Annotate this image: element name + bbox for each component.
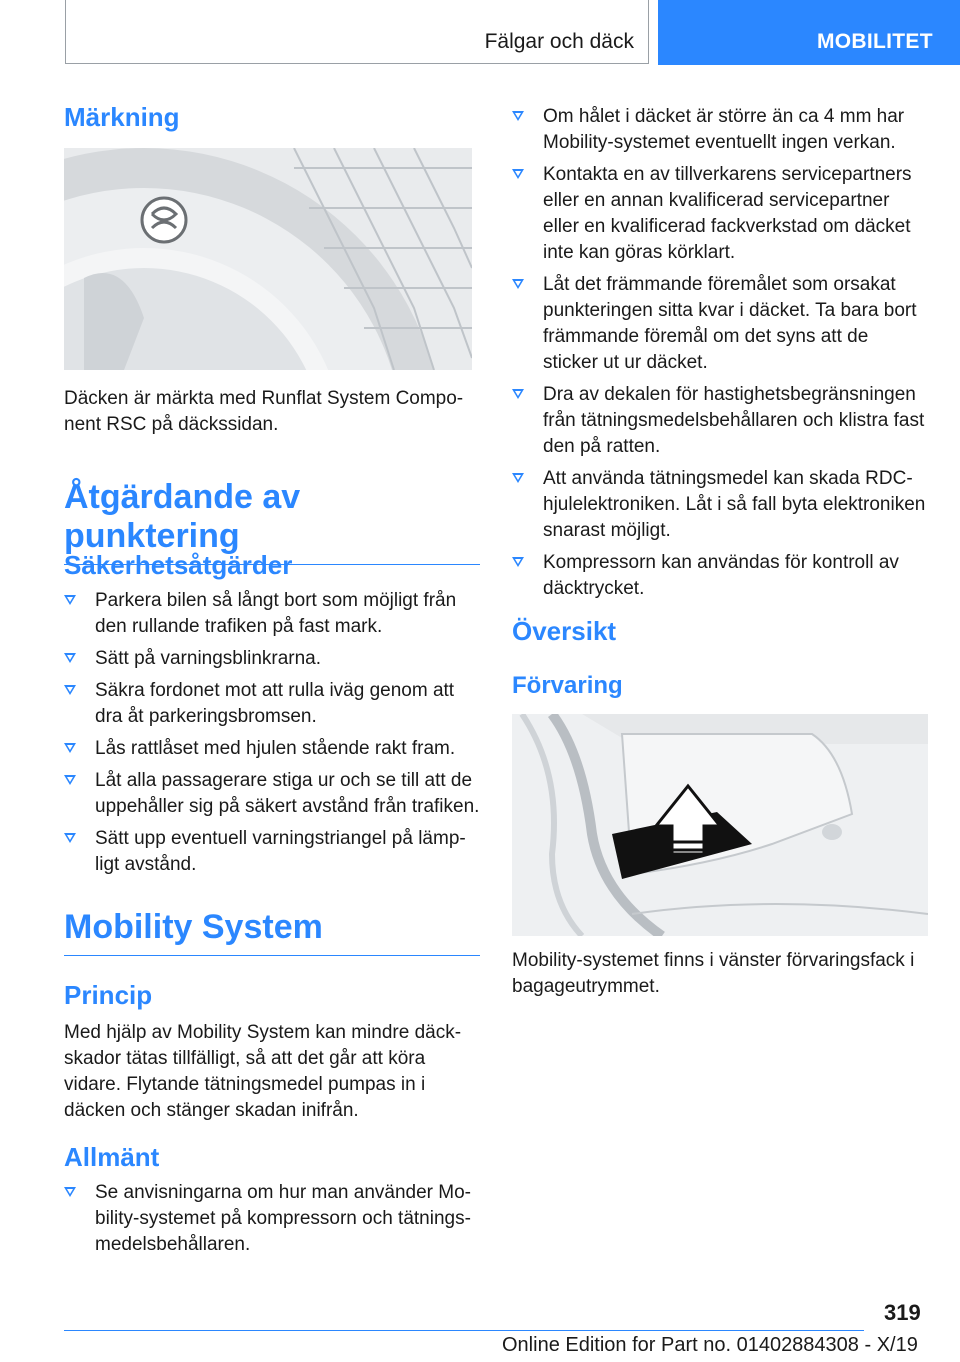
safety-heading: Säkerhetsåtgärder xyxy=(64,550,293,580)
bullet-triangle-icon xyxy=(64,685,76,695)
list-item: Kompressorn kan användas för kontroll av däcktrycket. xyxy=(512,550,928,602)
list-item: Lås rattlåset med hjulen stående rakt fram. xyxy=(64,736,480,762)
marking-caption: Däcken är märkta med Runflat System Compo-nent RSC på däckssidan. xyxy=(64,388,464,435)
bullet-triangle-icon xyxy=(64,833,76,843)
bullet-triangle-icon xyxy=(512,279,524,289)
bullet-triangle-icon xyxy=(512,169,524,179)
bullet-triangle-icon xyxy=(64,1187,76,1197)
header-section-box xyxy=(65,0,649,64)
repair-heading: Åtgärdande av punktering xyxy=(64,478,480,565)
list-item: Att använda tätningsmedel kan skada RDC-hjulelektroniken. Låt i så fall byta elektroniken snarast möjligt. xyxy=(512,466,928,544)
chapter-tab: MOBILITET xyxy=(658,0,960,65)
principle-text: Med hjälp av Mobility System kan mindre däck-skador tätas tillfälligt, så att det går att köra vidare. Flytande tätningsmedel pumpas in i däcken och stänger skadan inifrån. xyxy=(64,1022,462,1121)
list-item: Låt det främmande föremålet som orsakat punkteringen sitta kvar i däcket. Ta bara bort främmande föremål om det syns att de sticker ut ur däcket. xyxy=(512,272,928,376)
bullet-triangle-icon xyxy=(64,775,76,785)
bullet-triangle-icon xyxy=(512,473,524,483)
storage-caption: Mobility-systemet finns i vänster förvaringsfack i bagageutrymmet. xyxy=(512,950,915,997)
bullet-triangle-icon xyxy=(512,111,524,121)
bullet-triangle-icon xyxy=(64,653,76,663)
tire-marking-illustration xyxy=(64,148,472,370)
list-item: Dra av dekalen för hastighetsbegränsningen från tätningsmedelsbehållaren och klistra fast den på ratten. xyxy=(512,382,928,460)
list-item: Parkera bilen så långt bort som möjligt från den rullande trafiken på fast mark. xyxy=(64,588,480,640)
mobility-notes-list xyxy=(512,104,928,608)
section-title: Fälgar och däck xyxy=(484,30,634,53)
list-item: Sätt på varningsblinkrarna. xyxy=(64,646,480,672)
footer-divider xyxy=(64,1330,864,1331)
list-item: Kontakta en av tillverkarens servicepartners eller en annan kvalificerad servicepartner eller en kvalificerad fackverkstad om däcket inte kan göras körklart. xyxy=(512,162,928,266)
bullet-triangle-icon xyxy=(64,743,76,753)
footer-edition: Online Edition for Part no. 01402884308 - X/19 xyxy=(502,1334,918,1356)
storage-heading: Förvaring xyxy=(512,672,623,699)
general-list xyxy=(64,1180,480,1264)
list-item: Se anvisningarna om hur man använder Mo-bility-systemet på kompressorn och tätnings-medelsbehållaren. xyxy=(64,1180,480,1258)
list-item: Låt alla passagerare stiga ur och se till att de uppehåller sig på säkert avstånd från trafiken. xyxy=(64,768,480,820)
list-item: Om hålet i däcket är större än ca 4 mm har Mobility-systemet eventuellt ingen verkan. xyxy=(512,104,928,156)
mobility-heading: Mobility System xyxy=(64,908,480,956)
page-number: 319 xyxy=(884,1300,921,1325)
principle-heading: Princip xyxy=(64,980,153,1010)
overview-heading: Översikt xyxy=(512,616,617,646)
general-heading: Allmänt xyxy=(64,1142,160,1172)
list-item: Sätt upp eventuell varningstriangel på lämp-ligt avstånd. xyxy=(64,826,480,878)
bullet-triangle-icon xyxy=(512,557,524,567)
list-item: Säkra fordonet mot att rulla iväg genom att dra åt parkeringsbromsen. xyxy=(64,678,480,730)
bullet-triangle-icon xyxy=(64,595,76,605)
marking-heading: Märkning xyxy=(64,102,180,132)
safety-list xyxy=(64,588,480,884)
trunk-storage-illustration xyxy=(512,714,928,936)
bullet-triangle-icon xyxy=(512,389,524,399)
